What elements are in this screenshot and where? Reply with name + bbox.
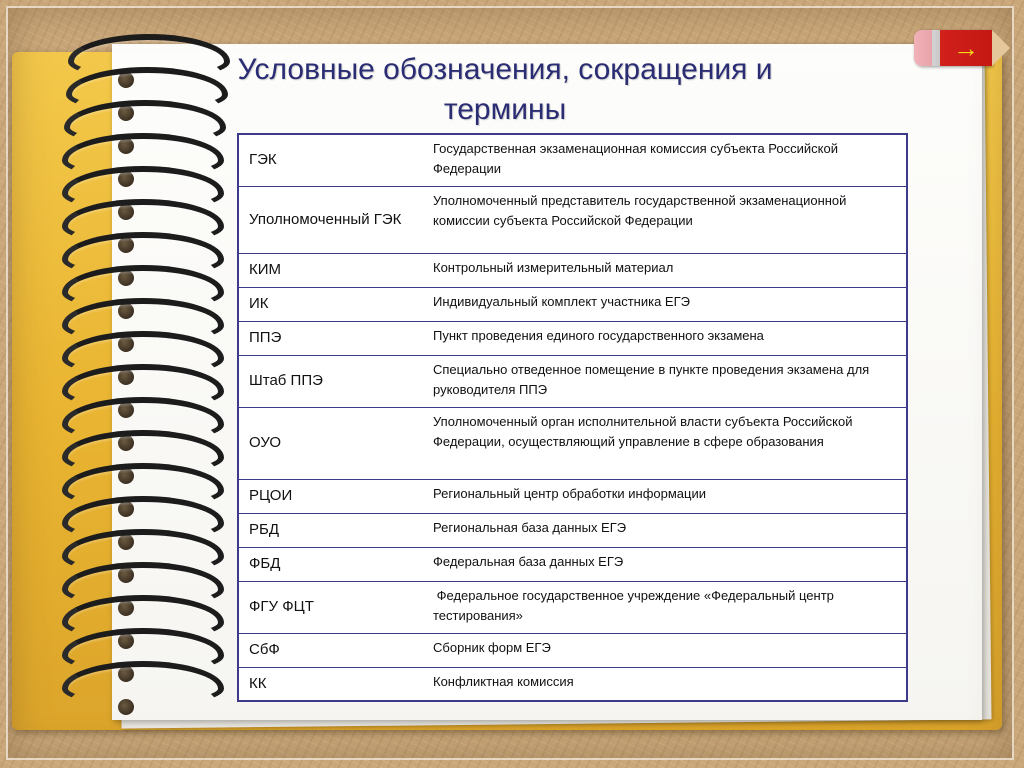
next-slide-button[interactable] — [914, 30, 1010, 66]
term-definition: Индивидуальный комплект участника ЕГЭ — [417, 287, 907, 321]
arrow-right-icon: → — [953, 33, 979, 63]
term-abbreviation: Уполномоченный ГЭК — [238, 186, 417, 253]
term-abbreviation: ОУО — [238, 407, 417, 479]
table-row — [238, 321, 907, 355]
table-row — [238, 407, 907, 479]
table-row — [238, 134, 907, 186]
table-row — [238, 479, 907, 513]
table-row — [238, 547, 907, 581]
term-abbreviation: Штаб ППЭ — [238, 355, 417, 407]
terms-table — [237, 133, 908, 702]
pencil-tip-icon — [992, 30, 1010, 66]
term-abbreviation: КК — [238, 667, 417, 701]
table-row — [238, 513, 907, 547]
term-definition: Контрольный измерительный материал — [417, 253, 907, 287]
term-definition: Уполномоченный орган исполнительной власти субъекта Российской Федерации, осуществляющий управление в сфере образования — [417, 407, 907, 479]
term-definition: Региональная база данных ЕГЭ — [417, 513, 907, 547]
term-abbreviation: РЦОИ — [238, 479, 417, 513]
table-row — [238, 253, 907, 287]
term-definition: Государственная экзаменационная комиссия субъекта Российской Федерации — [417, 134, 907, 186]
table-row — [238, 355, 907, 407]
term-abbreviation: КИМ — [238, 253, 417, 287]
term-abbreviation: ИК — [238, 287, 417, 321]
term-definition: Региональный центр обработки информации — [417, 479, 907, 513]
slide-title: Условные обозначения, сокращения и термины — [237, 53, 773, 126]
table-row — [238, 581, 907, 633]
term-abbreviation: РБД — [238, 513, 417, 547]
term-abbreviation: СбФ — [238, 633, 417, 667]
term-definition: Федеральное государственное учреждение «Федеральный центр тестирования» — [417, 581, 907, 633]
term-abbreviation: ГЭК — [238, 134, 417, 186]
term-abbreviation: ФБД — [238, 547, 417, 581]
term-definition: Уполномоченный представитель государственной экзаменационной комиссии субъекта Российской Федерации — [417, 186, 907, 253]
term-definition: Специально отведенное помещение в пункте проведения экзамена для руководителя ППЭ — [417, 355, 907, 407]
spiral-binding — [62, 34, 232, 714]
term-definition: Пункт проведения единого государственного экзамена — [417, 321, 907, 355]
term-definition: Конфликтная комиссия — [417, 667, 907, 701]
term-definition: Сборник форм ЕГЭ — [417, 633, 907, 667]
spiral-ring — [62, 661, 224, 707]
table-row — [238, 633, 907, 667]
table-row — [238, 287, 907, 321]
term-abbreviation: ППЭ — [238, 321, 417, 355]
table-row — [238, 667, 907, 701]
term-definition: Федеральная база данных ЕГЭ — [417, 547, 907, 581]
table-row — [238, 186, 907, 253]
term-abbreviation: ФГУ ФЦТ — [238, 581, 417, 633]
